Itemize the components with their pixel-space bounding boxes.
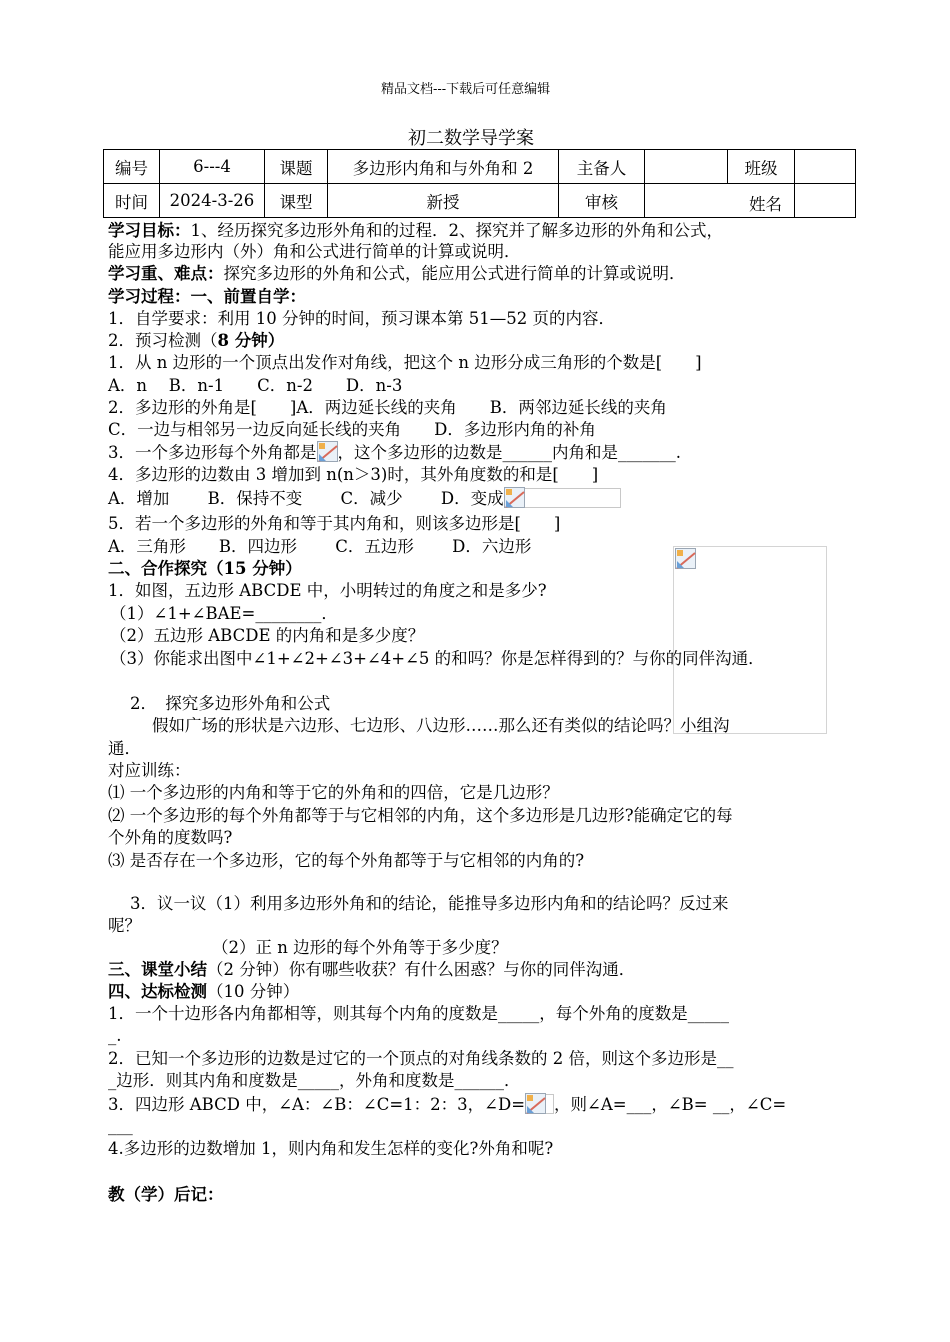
test-line-2b: _边形．则其内角和度数是_____，外角和度数是______． [108,1071,521,1090]
question-5-options: A．三角形 B．四边形 C．五边形 D．六边形 [108,537,532,556]
coop-heading: 二、合作探究（15 分钟） [108,559,302,578]
coop-line-13: 3．议一议（1）利用多边形外角和的结论，能推导多边形内角和的结论吗？反过来 [130,894,729,913]
image-frame [525,488,621,508]
question-3-text: 3．一个多边形每个外角都是 [108,443,317,462]
table-cell: 2024-3-26 [160,184,265,218]
image-frame [546,1094,554,1114]
image-placeholder-icon [525,1093,546,1114]
coop-line-8: 对应训练： [108,761,191,780]
coop-line-7: 通． [108,739,141,758]
summary-label: 三、课堂小结 [108,960,207,979]
test-line-3-text: 3．四边形 ABCD 中，∠A：∠B：∠C=1：2：3，∠D= [108,1095,526,1114]
key-text: 探究多边形的外角和公式，能应用公式进行简单的计算或说明． [223,264,686,283]
watermark: 精品文档---下载后可任意编辑 [381,82,551,97]
info-table [103,149,856,218]
coop-line-5: 2． 探究多边形外角和公式 [130,694,331,713]
table-cell: 课题 [265,150,328,184]
page-title: 初二数学导学案 [408,128,534,149]
test-line-2: 2．已知一个多边形的边数是过它的一个顶点的对角线条数的 2 倍，则这个多边形是__ [108,1049,734,1068]
goals-label: 学习目标： [108,221,191,240]
image-placeholder-icon [317,441,338,462]
question-1-options: A．n B．n-1 C．n-2 D．n-3 [108,376,403,395]
table-cell: 时间 [104,184,160,218]
question-3-text-2: ，这个多边形的边数是______内角和是_______. [337,443,681,462]
coop-line-15: （2）正 n 边形的每个外角等于多少度？ [212,938,508,957]
table-cell-text: 姓名 [749,195,782,214]
question-5: 5．若一个多边形的外角和等于其内角和，则该多边形是[ ] [108,514,561,533]
test-label: 四、达标检测 [108,982,207,1001]
test-line-4: 4.多边形的边数增加 1，则内角和发生怎样的变化?外角和呢? [108,1139,554,1158]
test-line-1: 1．一个十边形各内角都相等，则其每个内角的度数是_____，每个外角的度数是_____ [108,1004,729,1023]
table-cell: 主备人 [559,150,645,184]
table-cell: 新授 [328,184,559,218]
test-time: （10 分钟） [207,982,300,1001]
coop-line-2: （1）∠1+∠BAE=________． [110,604,338,623]
table-cell: 多边形内角和与外角和 2 [328,150,559,184]
table-cell: 编号 [104,150,160,184]
table-cell [645,184,795,218]
coop-line-9: ⑴ 一个多边形的内角和等于它的外角和的四倍，它是几边形？ [108,783,559,802]
goals-line-1 [108,220,723,242]
pre-line-1: 1．自学要求：利用 10 分钟的时间，预习课本第 51—52 页的内容． [108,309,615,328]
coop-line-12: ⑶ 是否存在一个多边形，它的每个外角都等于与它相邻的内角的? [108,851,585,870]
goals-line-2: 能应用多边形内（外）角和公式进行简单的计算或说明． [108,242,521,261]
test-line-3-text-2: ，则∠A=___，∠B= __，∠C= [554,1095,787,1114]
pre-line-2-text: 2．预习检测（ [108,331,218,350]
figure-frame [673,546,827,734]
table-row [104,184,856,218]
summary-text: （2 分钟）你有哪些收获？有什么困惑？与你的同伴沟通． [207,960,636,979]
coop-line-3: （2）五边形 ABCDE 的内角和是多少度？ [110,626,425,645]
table-cell: 审核 [559,184,645,218]
test-heading [108,981,299,1003]
test-line-1b: _. [108,1026,122,1045]
coop-line-11: 个外角的度数吗? [108,828,233,847]
coop-line-6: 假如广场的形状是六边形、七边形、八边形……那么还有类似的结论吗？小组沟 [152,716,730,735]
coop-line-4: （3）你能求出图中∠1+∠2+∠3+∠4+∠5 的和吗？你是怎样得到的？与你的同伴沟通． [110,649,765,668]
table-cell: 6---4 [160,150,265,184]
pre-line-2 [108,330,284,352]
postscript: 教（学）后记： [108,1185,224,1204]
table-cell [795,184,856,218]
pre-line-2-bold: 8 分钟） [217,331,285,350]
process-heading: 学习过程：一、前置自学： [108,287,306,306]
question-4-options [108,487,621,510]
test-line-3b: ___ [108,1116,133,1135]
goals-text: 1、经历探究多边形外角和的过程．2、探究并了解多边形的外角和公式， [190,221,723,240]
image-placeholder-icon [675,548,696,569]
key-line [108,263,686,285]
coop-line-1: 1．如图，五边形 ABCDE 中，小明转过的角度之和是多少? [108,581,547,600]
question-1: 1．从 n 边形的一个顶点出发作对角线，把这个 n 边形分成三角形的个数是[ ] [108,353,702,372]
key-label: 学习重、难点： [108,264,224,283]
image-placeholder-icon [504,487,525,508]
question-4: 4．多边形的边数由 3 增加到 n(n＞3)时，其外角度数的和是[ ] [108,465,599,484]
summary-line [108,959,635,981]
table-cell: 课型 [265,184,328,218]
coop-line-14: 呢？ [108,916,141,935]
coop-line-10: ⑵ 一个多边形的每个外角都等于与它相邻的内角，这个多边形是几边形?能确定它的每 [108,806,733,825]
question-2: 2．多边形的外角是[ ]A．两边延长线的夹角 B．两邻边延长线的夹角 [108,398,667,417]
table-cell: 班级 [728,150,795,184]
question-4-options-text: A．增加 B．保持不变 C．减少 D．变成 [108,489,504,508]
table-row [104,150,856,184]
test-line-3 [108,1093,786,1116]
question-2-options: C．一边与相邻另一边反向延长线的夹角 D．多边形内角的补角 [108,420,596,439]
table-cell [645,150,728,184]
question-3 [108,441,681,464]
table-cell [795,150,856,184]
